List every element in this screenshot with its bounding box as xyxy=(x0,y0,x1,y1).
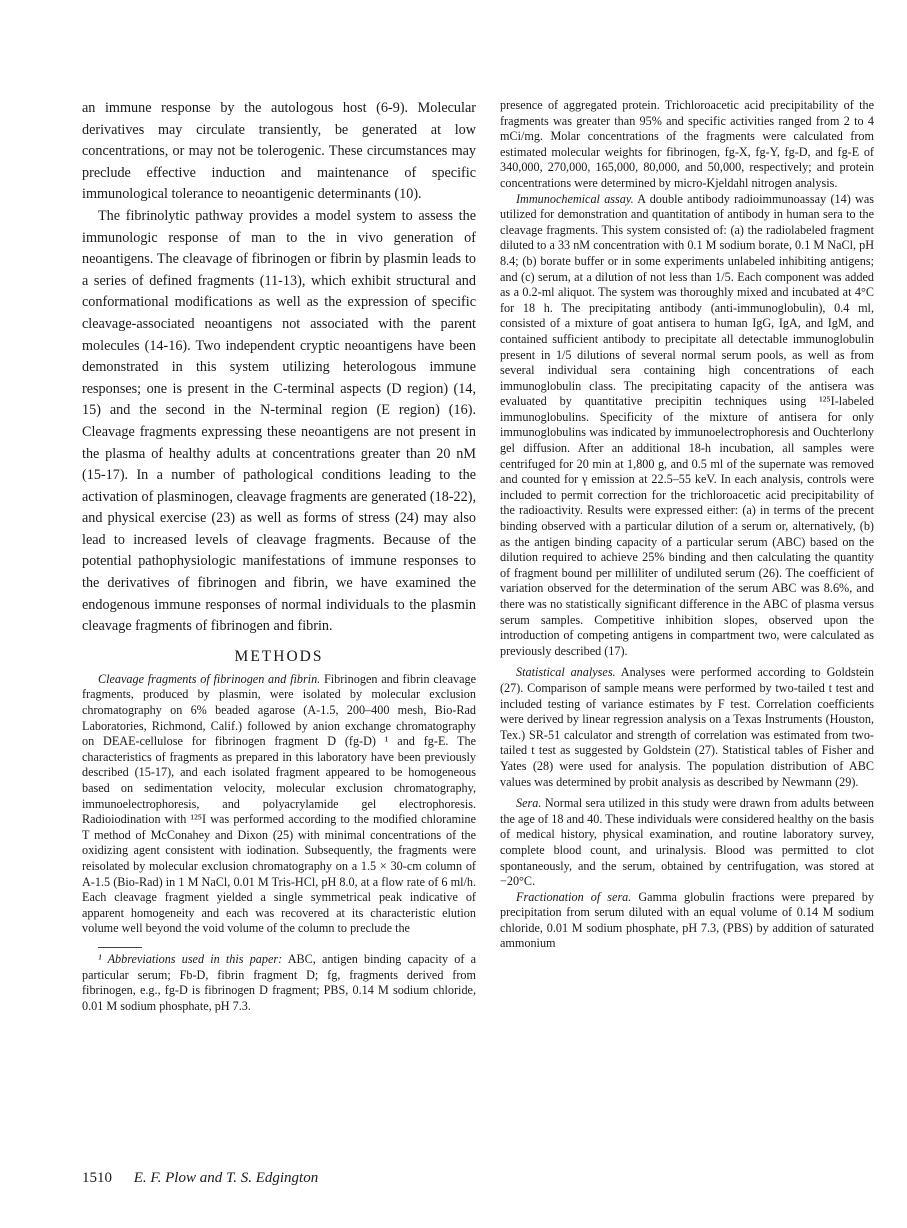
continuation-paragraph: presence of aggregated protein. Trichloroacetic acid precipitability of the fragments was greater than 95% and specific activities ranged from 2 to 4 mCi/mg. Molar concentrations of the fragments were calculated from estimated molecular weights for fibrinogen, fg-X, fg-Y, fg-D, and fg-E of 340,000, 270,000, 165,000, 80,000, and 50,000, respectively; and protein concentrations were determined by micro-Kjeldahl nitrogen analysis. xyxy=(500,98,874,190)
intro-paragraph-2: The fibrinolytic pathway provides a model system to assess the immunologic response of man to the in vivo generation of neoantigens. The cleavage of fibrinogen or fibrin by plasmin leads to a series of defined fragments (11-13), which exhibit structural and conformational modifications as well as the expression of specific cleavage-associated neoantigens not associated with the parent molecules (14-16). Two independent cryptic neoantigens have been demonstrated in this system utilizing heterologous immune responses; one is present in the C-terminal aspects (D region) (14, 15) and the second in the N-terminal region (E region) (16). Cleavage fragments expressing these neoantigens are not present in the plasma of healthy adults at concentrations greater than 20 nM (15-17). In a number of pathological conditions leading to the activation of plasminogen, cleavage fragments are generated (18-22), and physical exercise (23) as well as forms of stress (24) may also lead to increased levels of cleavage fragments. Because of the potential pathophysiologic manifestations of immune responses to the derivatives of fibrinogen and fibrin, we have examined the endogenous immune responses of normal individuals to the plasmin cleavage fragments of fibrinogen and fibrin. xyxy=(82,207,476,635)
page-footer xyxy=(82,1170,318,1187)
cleavage-run-head: Cleavage fragments of fibrinogen and fibrin. xyxy=(98,671,321,686)
footnote-head: ¹ Abbreviations used in this paper: xyxy=(98,951,283,966)
left-column xyxy=(82,98,476,1014)
running-authors: E. F. Plow and T. S. Edgington xyxy=(133,1170,319,1186)
statistics-run-head: Statistical analyses. xyxy=(516,665,616,680)
fractionation-run-head: Fractionation of sera. xyxy=(516,889,632,904)
statistics-text: Analyses were performed according to Goldstein (27). Comparison of sample means were performed by two-tailed t test and included testing of variance estimates by F test. Correlation coefficients were derived by linear regression analysis on a Texas Instruments (Houston, Tex.) SR-51 calculator and strength of correlation was estimated from two-tailed t test as suggested by Goldstein (27). Statistical tables of Fisher and Yates (28) were used for analysis. The population distribution of ABC values was determined by probit analysis as described by Newmann (29). xyxy=(500,665,874,789)
fractionation-text: Gamma globulin fractions were prepared by precipitation from serum diluted with an equal volume of 0.14 M sodium chloride, 0.01 M sodium phosphate, pH 7.3, (PBS) by addition of saturated ammonium xyxy=(500,889,874,951)
sera-paragraph xyxy=(500,796,874,890)
immunochemical-run-head: Immunochemical assay. xyxy=(516,191,634,206)
right-column xyxy=(500,98,874,952)
immunochemical-paragraph xyxy=(500,192,874,660)
intro-paragraph-1: an immune response by the autologous host (6-9). Molecular derivatives may circulate transiently, be generated at low concentrations, or may not be tolerogenic. These circumstances may preclude effective induction and maintenance of specific immunological tolerance to neoantigenic determinants (10). xyxy=(82,100,476,203)
footnote-text: ABC, antigen binding capacity of a particular serum; Fb-D, fibrin fragment D; fg, fragments derived from fibrinogen, e.g., fg-D is fibrinogen D fragment; PBS, 0.14 M sodium chloride, 0.01 M sodium phosphate, pH 7.3. xyxy=(82,951,476,1013)
methods-heading: METHODS xyxy=(234,647,324,665)
page-number: 1510 xyxy=(82,1170,112,1186)
footnote xyxy=(82,952,476,1014)
sera-run-head: Sera. xyxy=(516,796,542,811)
statistics-paragraph xyxy=(500,665,874,790)
immunochemical-text: A double antibody radioimmunoassay (14) was utilized for demonstration and quantitation of antibody in human sera to the cleavage fragments. This system consisted of: (a) the radiolabeled fragment diluted to a 33 nM concentration with 0.1 M sodium borate, 0.1 M NaCl, pH 8.4; (b) borate buffer or in some experiments unlabeled inhibiting antigens; and (c) serum, at a dilution of not less than 1/5. Each component was added as a 0.2-ml aliquot. The system was thoroughly mixed and incubated at 4°C for 18 h. The precipitating antibody (anti-immunoglobulin), 0.4 ml, consisted of a mixture of goat antisera to human IgG, IgA, and IgM, and contained sufficient antibody to precipitate all detectable immunoglobulin present in 1/5 dilutions of several normal serum pools, as well as from several individual sera containing high concentrations of each immunoglobulin class. The precipitating capacity of the antisera was evaluated by quantitative precipitin techniques using ¹²⁵I-labeled immunoglobulins. Specificity of the mixture of antisera for only immunoglobulins was indicated by immunoelectrophoresis and Ouchterlony gel diffusion. After an additional 18-h incubation, all samples were centrifuged for 20 min at 1,800 g, and 0.5 ml of the supernate was removed and counted for γ emission at 22.5–55 keV. In each analysis, controls were included to permit correction for the trichloroacetic acid precipitability of the radioactivity. Results were expressed either: (a) in terms of the precent binding observed with a particular dilution of a serum or, alternatively, (b) as the antigen binding capacity of a particular serum (ABC) based on the dilution required to achieve 25% binding and then calculating the quantity of fragment bound per milliliter of undiluted serum (26). The coefficient of variation observed for the determination of the serum ABC was 8.6%, and there was no statistically significant difference in the ABC of plasma versus serum samples. Competitive inhibition slopes, observed upon the introduction of competing antigens in compartment two, were calculated as previously described (17). xyxy=(500,191,875,658)
cleavage-paragraph xyxy=(82,672,476,937)
footnote-rule xyxy=(98,947,142,948)
sera-text: Normal sera utilized in this study were drawn from adults between the age of 18 and 40. These individuals were considered healthy on the basis of medical history, physical examination, and routine laboratory survey, complete blood count, and urinalysis. Blood was permitted to clot spontaneously, and the serum, obtained by centrifugation, was stored at −20°C. xyxy=(500,796,874,889)
cleavage-text: Fibrinogen and fibrin cleavage fragments, produced by plasmin, were isolated by molecular exclusion chromatography on 6% beaded agarose (A-1.5, 200–400 mesh, Bio-Rad Laboratories, Richmond, Calif.) followed by anion exchange chromatography on DEAE-cellulose for fibrinogen fragment D (fg-D) ¹ and fg-E. The characteristics of fragments as prepared in this laboratory have been previously described (15-17), and each isolated fragment appeared to be homogeneous based on sedimentation velocity, molecular exclusion chromatography, immunoelectrophoresis, and polyacrylamide gel electrophoresis. Radioiodination with ¹²⁵I was performed according to the modified chloramine T method of McConahey and Dixon (25) with minimal concentrations of the oxidizing agent consistent with iodination. Subsequently, the fragments were reisolated by molecular exclusion chromatography on a 1.5 × 30-cm column of A-1.5 (Bio-Rad) in 1 M NaCl, 0.01 M Tris-HCl, pH 8.0, at a flow rate of 6 ml/h. Each cleavage fragment yielded a single symmetrical peak indicative of apparent homogeneity and each was recovered at its characteristic elution volume well beyond the void volume of the column to preclude the xyxy=(82,671,477,936)
fractionation-paragraph xyxy=(500,890,874,952)
